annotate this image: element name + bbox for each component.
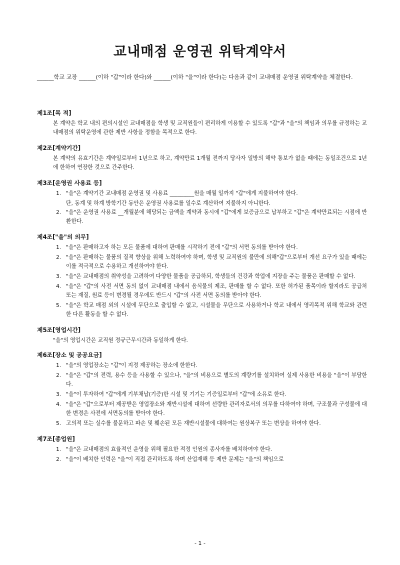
item-text: "을"은 "갑"의 전력, 용수 등을 사용할 수 있으나, "을"의 비용으로 별도의 계량기를 설치하여 실제 사용한 비용을 "을"이 부담한다. bbox=[66, 373, 367, 389]
article-item bbox=[37, 446, 367, 455]
item-text: 고의적 또는 실수를 불문하고 파손 및 훼손된 모든 재반시설물에 대하여는 원상복구 또는 변상을 하여야 한다. bbox=[66, 420, 321, 427]
item-number: 4. bbox=[56, 402, 62, 409]
article-item bbox=[37, 362, 367, 371]
item-number: 2. bbox=[56, 210, 62, 217]
article-item bbox=[37, 456, 367, 465]
article-item bbox=[37, 190, 367, 199]
item-text: "을"은 학교 매점 외의 시설에 무단으로 출입할 수 없고, 시설물을 무단으로 사용하거나 학교 내에서 영리목적 위해 학교와 관련한 다른 활동을 할 수 없다. bbox=[66, 302, 367, 318]
item-number: 5. bbox=[56, 420, 62, 427]
article-item bbox=[37, 372, 367, 390]
article-heading: 제4조["을"의 의무] bbox=[37, 235, 89, 242]
article-item bbox=[37, 273, 367, 282]
item-text: "을"은 교내매점의 효율적인 운영을 위해 필요한 적정 인원의 종사자를 배치하여야 한다. bbox=[66, 446, 273, 453]
item-number: 4. bbox=[56, 283, 62, 290]
item-number: 2. bbox=[56, 255, 62, 262]
item-number: 1. bbox=[56, 190, 62, 197]
item-text: "을"은 판매하고자 하는 모든 물품에 대하여 판매를 시작하기 전에 "갑"의 서면 동의를 받아야 한다. bbox=[66, 245, 298, 252]
article-item bbox=[37, 209, 367, 227]
page-title: 교내매점 운영권 위탁계약서 bbox=[113, 44, 287, 60]
item-number: 3. bbox=[56, 392, 62, 399]
article-paragraph: 본 계약은 학교 내의 편의시설인 교내매점을 학생 및 교직원들이 편리하게 이용할 수 있도록 "갑"과 "을"의 책임과 의무를 규정하는 교내매점의 위탁운영에 관한 제반 사항을 정함을 목적으로 한다. bbox=[53, 121, 367, 136]
article-section bbox=[37, 435, 367, 465]
item-subparagraph: 단, 동계 및 하계 방학기간 동안은 운영권 사용료를 일수로 계산하여 지불하지 아니한다. bbox=[66, 200, 271, 207]
article-heading: 제6조[장소 및 공공요금] bbox=[37, 353, 102, 360]
item-number: 3. bbox=[56, 273, 62, 280]
article-item bbox=[37, 283, 367, 301]
article-item bbox=[37, 302, 367, 320]
item-number: 1. bbox=[56, 363, 62, 370]
article-section bbox=[37, 109, 367, 138]
item-number: 2. bbox=[56, 456, 62, 463]
item-text: "을"은 판매하는 물품의 질적 향상을 위해 노력하여야 하며, 학생 및 교직원의 불만에 의해"갑"으로부터 개선 요구가 있을 때에는 이를 적극적으로 수용하고 개선하여야 한다. bbox=[66, 255, 367, 271]
intro-paragraph: ______학교 교장 ______(이하 "갑"이라 한다)와 ______(이하 "을"이라 한다)는 다음과 같이 교내매점 운영권 위탁계약을 체결한다. bbox=[37, 75, 353, 81]
item-number: 1. bbox=[56, 446, 62, 453]
item-text: "을"은 계약기간 교내매점 운영권 및 사용료 _________원을 매월 일까지 "갑"에게 지불하여야 한다. bbox=[66, 190, 298, 197]
article-section bbox=[37, 351, 367, 428]
article-item bbox=[37, 391, 367, 400]
articles-container bbox=[37, 103, 367, 466]
item-text: "을"이 투자하여 "갑"에게 기부채납(기증)한 시설 및 기기는 기증일로부터 "갑"에 소유로 한다. bbox=[66, 392, 287, 399]
item-text: "을"은 운영권 사용료 __개월분에 해당되는 금액을 계약과 동시에 "갑"에게 보증금으로 납부하고 "갑"은 계약만료되는 시점에 반환한다. bbox=[66, 210, 367, 226]
article-item bbox=[37, 420, 367, 429]
article-heading: 제3조[운영권 사용료 등] bbox=[37, 180, 102, 187]
article-section bbox=[37, 144, 367, 173]
item-text: "을"은 교내매점의 취약성을 고려하여 다양한 물품을 공급하되, 학생들의 건강과 학업에 지장을 주는 물품은 판매할 수 없다. bbox=[66, 273, 356, 280]
item-text: "을"이 배치한 인력은 "을"이 직접 관리하도록 하며 산업재해 등 제반 문제는 "을"의 책임으로 bbox=[66, 456, 284, 463]
article-paragraph: "을"의 영업시간은 교직원 정규근무시간과 동일하게 한다. bbox=[53, 337, 189, 344]
article-section bbox=[37, 179, 367, 228]
item-text: "을"은 "갑"의 사전 서면 동의 없이 교내매점 내에서 음식물의 제조, 판매를 할 수 없다. 또한 허가된 품목이라 할지라도 공급처 또는 재질, 원료 등이 변경될 경우에도 반드시 "갑"의 사전 서면 동의를 받아야 한다. bbox=[66, 283, 367, 299]
article-section bbox=[37, 233, 367, 319]
article-heading: 제7조[종업원] bbox=[37, 436, 75, 443]
article-item bbox=[37, 401, 367, 419]
item-text: "을"은 "갑"으로부터 제공받은 영업장소와 재반시설에 대하여 선량한 관리자로서의 의무를 다하여야 하며, 구조물과 구성물에 대한 변경은 사전에 서면동의를 받아야 한다. bbox=[66, 402, 367, 417]
article-heading: 제2조[계약기간] bbox=[37, 145, 81, 152]
article-paragraph: 본 계약의 유효기간은 계약일로부터 1년으로 하고, 계약만료 1개월 전까지 당사자 일방의 해약 통보가 없을 때에는 동일조건으로 1년에 한하여 연장한 것으로 간주한다. bbox=[53, 155, 367, 171]
item-text: "을"의 영업장소는 "갑"이 지정 제공하는 장소에 한한다. bbox=[66, 363, 198, 370]
article-heading: 제5조[영업시간] bbox=[37, 327, 81, 334]
article-section bbox=[37, 326, 367, 346]
item-number: 2. bbox=[56, 373, 62, 380]
item-number: 5. bbox=[56, 302, 62, 309]
article-item bbox=[37, 244, 367, 253]
page-number: - 1 - bbox=[194, 541, 206, 547]
article-item bbox=[37, 254, 367, 272]
item-number: 1. bbox=[56, 245, 62, 252]
article-heading: 제1조[목 적] bbox=[37, 111, 72, 117]
